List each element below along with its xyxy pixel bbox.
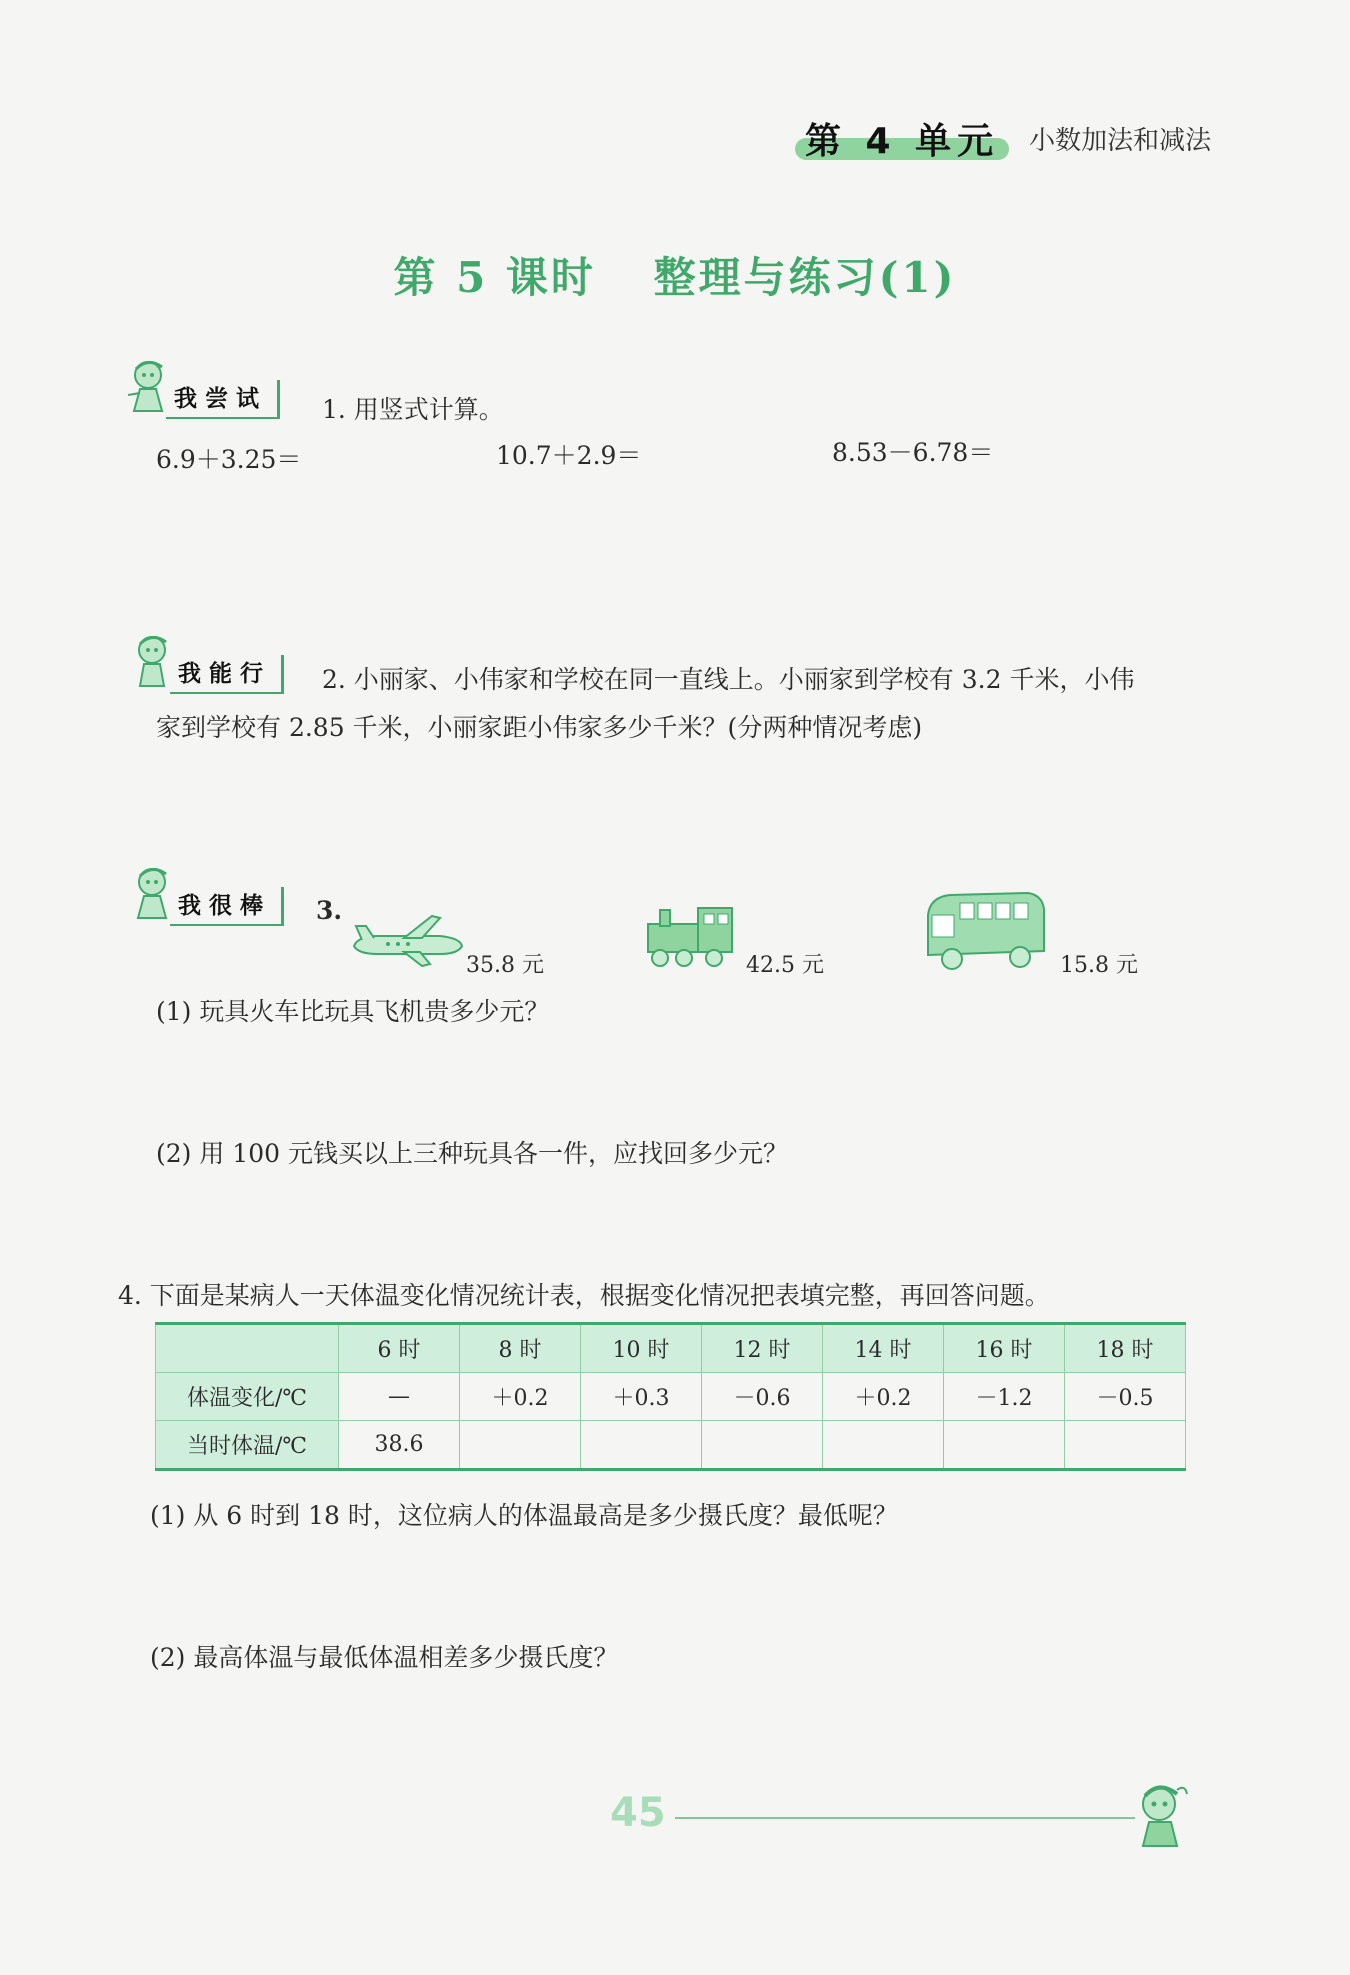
table-corner-cell (156, 1324, 339, 1373)
table-header-cell: 6 时 (339, 1324, 460, 1373)
answer-cell[interactable] (1065, 1421, 1186, 1470)
table-cell: ＋0.2 (823, 1373, 944, 1421)
q3-number: 3. (316, 896, 343, 925)
table-header-row (156, 1324, 1186, 1373)
train-icon (640, 900, 740, 970)
table-row (156, 1373, 1186, 1421)
q1-expression-2: 10.7＋2.9＝ (496, 441, 642, 470)
unit-label: 第 4 单元 (795, 116, 1009, 160)
row-label-temperature: 当时体温/℃ (156, 1421, 339, 1470)
table-cell: — (339, 1373, 460, 1421)
table-cell: －1.2 (944, 1373, 1065, 1421)
table-header-cell: 18 时 (1065, 1324, 1186, 1373)
airplane-price: 35.8 元 (466, 953, 544, 978)
bus-icon (920, 885, 1050, 975)
table-header-cell: 12 时 (702, 1324, 823, 1373)
table-header-cell: 10 时 (581, 1324, 702, 1373)
section-can-tag (122, 630, 284, 694)
airplane-icon (348, 912, 468, 970)
table-cell: ＋0.3 (581, 1373, 702, 1421)
train-price: 42.5 元 (746, 953, 824, 978)
table-header-cell: 14 时 (823, 1324, 944, 1373)
lesson-number: 第 5 课时 (393, 253, 596, 302)
q2-line-1: 2. 小丽家、小伟家和学校在同一直线上。小丽家到学校有 3.2 千米，小伟 (322, 665, 1135, 694)
unit-subtitle: 小数加法和减法 (1029, 125, 1212, 156)
table-cell: ＋0.2 (460, 1373, 581, 1421)
unit-header (795, 112, 1211, 164)
temperature-table (155, 1322, 1186, 1471)
answer-cell[interactable] (823, 1421, 944, 1470)
answer-cell[interactable] (944, 1421, 1065, 1470)
q4-title: 4. 下面是某病人一天体温变化情况统计表，根据变化情况把表填完整，再回答问题。 (118, 1281, 1050, 1310)
answer-cell[interactable] (702, 1421, 823, 1470)
section-great-tag (122, 862, 284, 926)
answer-cell[interactable] (581, 1421, 702, 1470)
section-try-tag (118, 355, 280, 419)
page-number: 45 (610, 1790, 666, 1836)
footer-divider (675, 1817, 1135, 1819)
bus-price: 15.8 元 (1060, 953, 1138, 978)
table-header-cell: 8 时 (460, 1324, 581, 1373)
q1-expression-3: 8.53－6.78＝ (832, 438, 994, 467)
table-cell: 38.6 (339, 1421, 460, 1470)
q1-title: 1. 用竖式计算。 (322, 395, 504, 424)
table-cell: －0.6 (702, 1373, 823, 1421)
row-label-change: 体温变化/℃ (156, 1373, 339, 1421)
q4-sub-2: (2) 最高体温与最低体温相差多少摄氏度？ (150, 1643, 619, 1672)
section-try-label: 我尝试 (166, 380, 280, 419)
q3-sub-2: (2) 用 100 元钱买以上三种玩具各一件，应找回多少元？ (156, 1139, 788, 1168)
lesson-title (0, 245, 1350, 305)
q3-sub-1: (1) 玩具火车比玩具飞机贵多少元？ (156, 997, 550, 1026)
answer-cell[interactable] (460, 1421, 581, 1470)
table-cell: －0.5 (1065, 1373, 1186, 1421)
lesson-name: 整理与练习(1) (653, 253, 957, 302)
table-row (156, 1421, 1186, 1470)
q4-sub-1: (1) 从 6 时到 18 时，这位病人的体温最高是多少摄氏度？最低呢？ (150, 1501, 898, 1530)
section-great-label: 我很棒 (170, 887, 284, 926)
table-header-cell: 16 时 (944, 1324, 1065, 1373)
q2-line-2: 家到学校有 2.85 千米，小丽家距小伟家多少千米？(分两种情况考虑) (156, 713, 923, 742)
mascot-icon (1125, 1780, 1195, 1855)
q1-expression-1: 6.9＋3.25＝ (156, 445, 302, 474)
section-can-label: 我能行 (170, 655, 284, 694)
